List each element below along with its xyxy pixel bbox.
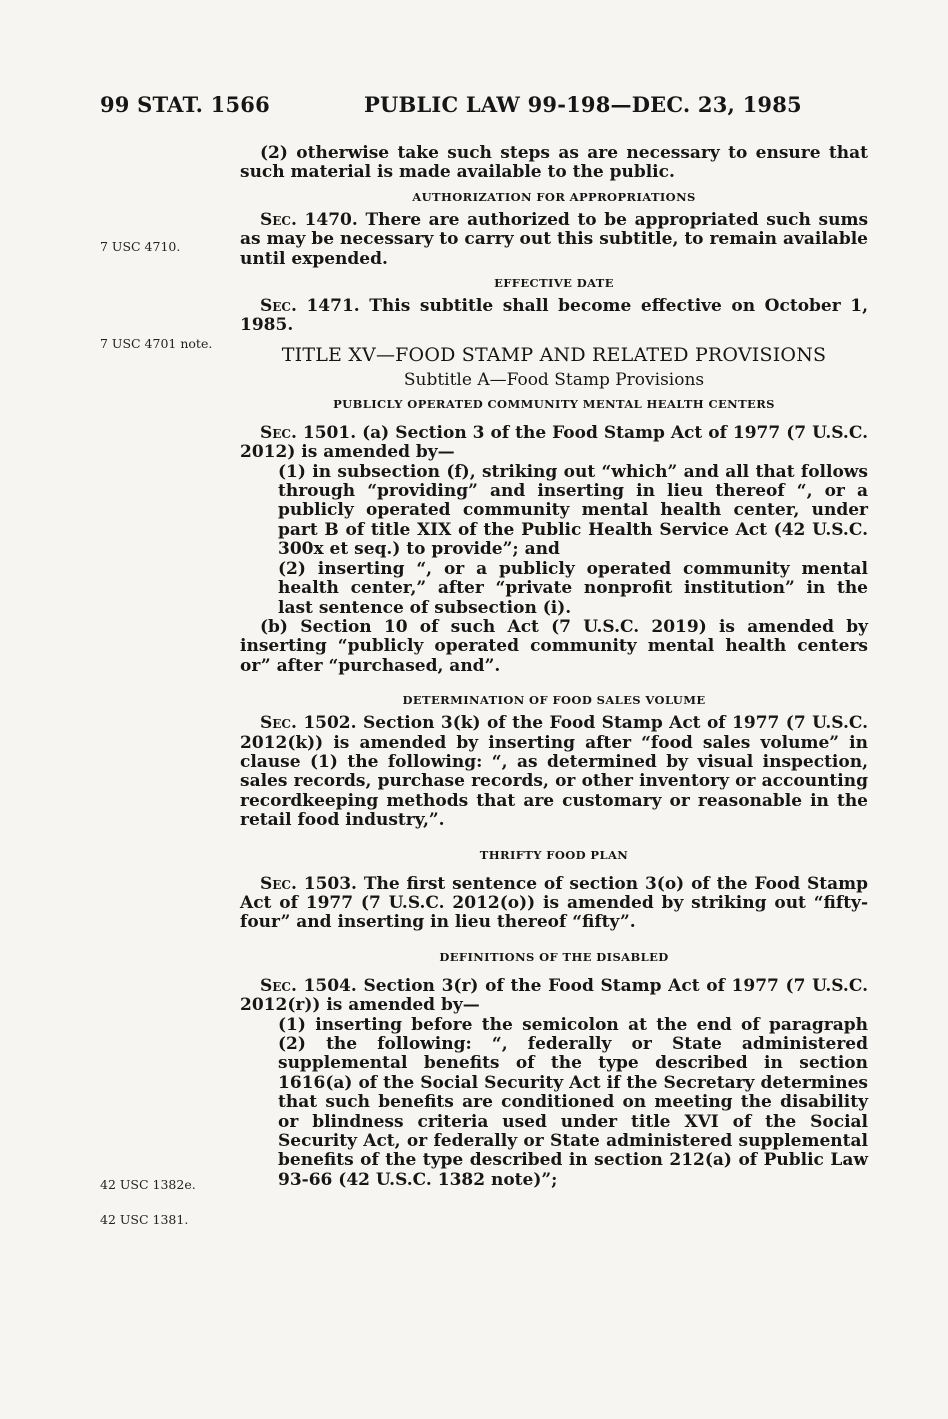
heading-definitions-disabled: DEFINITIONS OF THE DISABLED <box>439 949 669 964</box>
section-1501-b: (b) Section 10 of such Act (7 U.S.C. 2019) is amended by inserting “publicly operated community mental health centers or” after “purchased, and”. <box>240 616 868 676</box>
title-xv: TITLE XV—FOOD STAMP AND RELATED PROVISIONS <box>281 343 827 366</box>
section-text: This subtitle shall become effective on October 1, 1985. <box>240 296 869 336</box>
margin-note-7usc4710: 7 USC 4710. <box>100 239 181 254</box>
section-text: The first sentence of section 3(o) of the Food Stamp Act of 1977 (7 U.S.C. 2012(o)) is amended by striking out “fifty-four” and inserting in lieu thereof “fifty”. <box>240 873 869 933</box>
section-1504-paragraph-1: (1) inserting before the semicolon at the end of paragraph (2) the following: “, federally or State administered supplemental benefits of the type described in section 1616(a) of the Social Security Act if the Secretary determines that such benefits are conditioned on meeting the disability or blindness criteria used under title XVI of the Social Security Act, or federally or State administered supplemental benefits of the type described in section 212(a) of Public Law 93-66 (42 U.S.C. 1382 note)”; <box>278 1014 868 1190</box>
section-text: Section 3(k) of the Food Stamp Act of 1977 (7 U.S.C. 2012(k)) is amended by inserting after “food sales volume” in clause (1) the following: “, as determined by visual inspection, sales records, purchase records, or other inventory or accounting recordkeeping methods that are customary or reasonable in the retail food industry,”. <box>240 713 869 831</box>
section-label: Sec. 1502. <box>260 713 357 734</box>
heading-food-sales-volume: DETERMINATION OF FOOD SALES VOLUME <box>402 693 706 708</box>
section-label: Sec. 1501. <box>260 422 357 443</box>
running-head: PUBLIC LAW 99-198—DEC. 23, 1985 <box>364 92 802 117</box>
section-text: (a) Section 3 of the Food Stamp Act of 1977 (7 U.S.C. 2012) is amended by— <box>240 422 869 463</box>
section-label: Sec. 1471. <box>260 296 360 317</box>
heading-authorization: AUTHORIZATION FOR APPROPRIATIONS <box>412 189 696 204</box>
stat-page-number: 99 STAT. 1566 <box>100 92 270 117</box>
section-1471 <box>240 297 868 336</box>
section-1501 <box>240 424 868 463</box>
document-body <box>240 144 868 1190</box>
subtitle-a: Subtitle A—Food Stamp Provisions <box>403 369 705 390</box>
margin-note-42usc1381: 42 USC 1381. <box>100 1212 189 1227</box>
section-text: Section 3(r) of the Food Stamp Act of 1977 (7 U.S.C. 2012(r)) is amended by— <box>240 975 868 1016</box>
section-label: Sec. 1503. <box>260 873 357 894</box>
heading-mental-health-centers: PUBLICLY OPERATED COMMUNITY MENTAL HEALTH CENTERS <box>333 396 775 411</box>
paragraph-continued: (2) otherwise take such steps as are necessary to ensure that such material is made available to the public. <box>240 143 868 183</box>
section-1503 <box>240 875 868 933</box>
heading-thrifty-food-plan: THRIFTY FOOD PLAN <box>479 847 629 862</box>
heading-effective-date: EFFECTIVE DATE <box>494 276 614 291</box>
margin-note-7usc4701: 7 USC 4701 note. <box>100 336 213 351</box>
section-text: There are authorized to be appropriated such sums as may be necessary to carry out this subtitle, to remain available until expended. <box>240 209 869 269</box>
section-1504 <box>240 977 868 1016</box>
section-1470 <box>240 211 868 269</box>
section-label: Sec. 1504. <box>260 975 357 996</box>
section-1501-paragraph-2: (2) inserting “, or a publicly operated community mental health center,” after “private nonprofit institution” in the last sentence of subsection (i). <box>278 558 868 618</box>
margin-note-42usc1382e: 42 USC 1382e. <box>100 1177 196 1192</box>
section-1502 <box>240 714 868 830</box>
section-label: Sec. 1470. <box>260 209 358 230</box>
section-1501-paragraph-1: (1) in subsection (f), striking out “which” and all that follows through “providing” and inserting in lieu thereof “, or a publicly operated community mental health center, under part B of title XIX of the Public Health Service Act (42 U.S.C. 300x et seq.) to provide”; and <box>278 461 868 560</box>
